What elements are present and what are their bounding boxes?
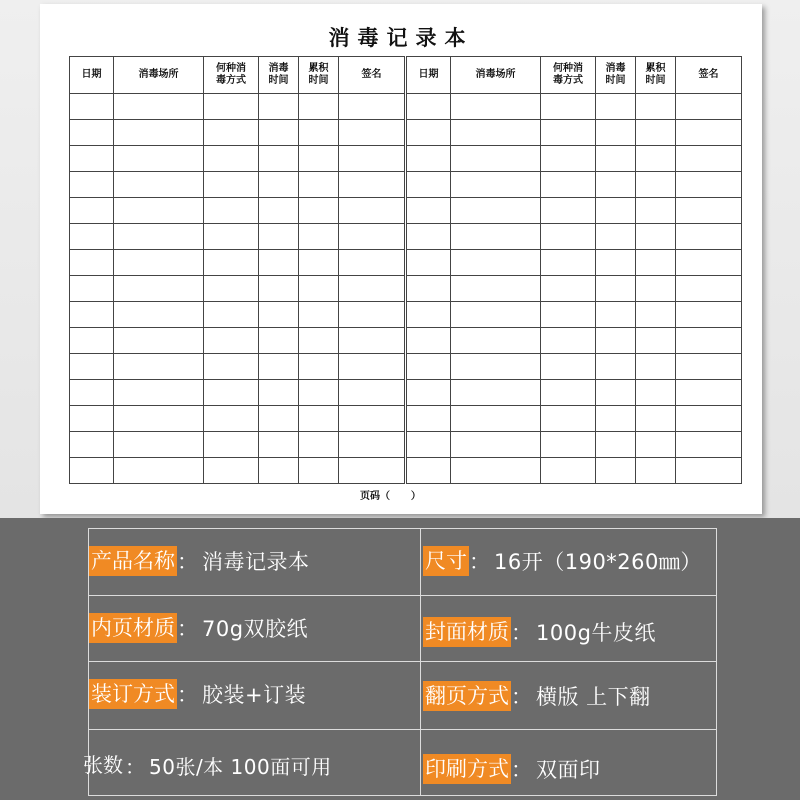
table-cell — [70, 146, 114, 172]
table-cell — [407, 302, 451, 328]
table-cell — [451, 406, 541, 432]
table-cell — [339, 172, 405, 198]
table-row — [70, 250, 405, 276]
spec-size — [423, 541, 702, 581]
table-cell — [541, 224, 596, 250]
table-cell — [339, 250, 405, 276]
table-cell — [451, 302, 541, 328]
spec-label: 装订方式 — [89, 679, 177, 709]
table-cell — [204, 120, 259, 146]
table-cell — [541, 172, 596, 198]
table-cell — [451, 198, 541, 224]
table-cell — [541, 146, 596, 172]
column-header: 消毒 时间 — [259, 57, 299, 94]
table-cell — [339, 354, 405, 380]
table-cell — [636, 94, 676, 120]
table-cell — [114, 146, 204, 172]
table-cell — [407, 380, 451, 406]
table-cell — [407, 94, 451, 120]
table-cell — [70, 120, 114, 146]
table-cell — [636, 380, 676, 406]
table-cell — [114, 198, 204, 224]
column-header: 累积 时间 — [636, 57, 676, 94]
table-cell — [407, 432, 451, 458]
table-cell — [596, 224, 636, 250]
table-cell — [596, 406, 636, 432]
table-cell — [339, 380, 405, 406]
table-row — [407, 380, 742, 406]
column-header: 何种消 毒方式 — [541, 57, 596, 94]
spec-colon: ： — [511, 758, 532, 782]
table-cell — [70, 224, 114, 250]
table-row — [407, 146, 742, 172]
table-cell — [407, 354, 451, 380]
table-cell — [204, 302, 259, 328]
spec-value: 消毒记录本 — [202, 550, 310, 574]
table-cell — [676, 250, 742, 276]
spec-colon: ： — [177, 550, 198, 574]
table-row — [70, 380, 405, 406]
table-cell — [259, 120, 299, 146]
column-header: 何种消 毒方式 — [204, 57, 259, 94]
table-cell — [451, 354, 541, 380]
table-cell — [451, 146, 541, 172]
table-cell — [636, 458, 676, 484]
spec-label: 张数 — [83, 753, 123, 777]
column-header: 日期 — [70, 57, 114, 94]
table-cell — [339, 224, 405, 250]
table-cell — [259, 146, 299, 172]
table-cell — [114, 172, 204, 198]
table-row — [407, 406, 742, 432]
table-cell — [114, 432, 204, 458]
spec-page-turn — [423, 676, 651, 716]
table-cell — [407, 328, 451, 354]
table-cell — [636, 224, 676, 250]
spec-colon: ： — [511, 621, 532, 645]
table-cell — [596, 432, 636, 458]
table-row — [407, 94, 742, 120]
table-cell — [407, 406, 451, 432]
table-cell — [70, 276, 114, 302]
log-table-left — [69, 56, 405, 484]
table-cell — [114, 354, 204, 380]
table-cell — [407, 276, 451, 302]
table-cell — [636, 276, 676, 302]
table-row — [407, 328, 742, 354]
table-row — [70, 458, 405, 484]
table-cell — [407, 120, 451, 146]
table-cell — [70, 250, 114, 276]
grid-divider-horizontal — [89, 661, 716, 662]
table-cell — [596, 146, 636, 172]
column-header: 消毒场所 — [114, 57, 204, 94]
table-cell — [70, 172, 114, 198]
table-cell — [70, 328, 114, 354]
column-header: 签名 — [676, 57, 742, 94]
table-row — [70, 328, 405, 354]
spec-value: 横版 上下翻 — [536, 685, 651, 709]
table-cell — [70, 380, 114, 406]
table-row — [70, 276, 405, 302]
table-cell — [596, 198, 636, 224]
table-cell — [636, 328, 676, 354]
table-cell — [339, 432, 405, 458]
table-cell — [259, 250, 299, 276]
table-cell — [259, 432, 299, 458]
table-cell — [596, 328, 636, 354]
table-cell — [541, 302, 596, 328]
spec-colon: ： — [177, 683, 198, 707]
grid-divider-horizontal — [89, 595, 716, 596]
table-cell — [407, 458, 451, 484]
table-row — [70, 172, 405, 198]
table-cell — [299, 328, 339, 354]
table-row — [407, 302, 742, 328]
table-cell — [596, 302, 636, 328]
table-cell — [204, 328, 259, 354]
table-cell — [407, 172, 451, 198]
table-cell — [636, 198, 676, 224]
table-row — [70, 302, 405, 328]
table-cell — [70, 406, 114, 432]
spec-label: 尺寸 — [423, 546, 469, 576]
column-header: 签名 — [339, 57, 405, 94]
table-cell — [114, 250, 204, 276]
spec-label: 印刷方式 — [423, 754, 511, 784]
table-cell — [339, 198, 405, 224]
table-cell — [204, 380, 259, 406]
table-cell — [451, 432, 541, 458]
table-cell — [299, 354, 339, 380]
table-cell — [596, 120, 636, 146]
table-row — [70, 146, 405, 172]
spec-inner-paper — [89, 608, 308, 648]
table-cell — [541, 406, 596, 432]
table-cell — [676, 120, 742, 146]
table-cell — [676, 172, 742, 198]
table-cell — [451, 276, 541, 302]
table-cell — [676, 276, 742, 302]
table-cell — [299, 146, 339, 172]
table-cell — [541, 198, 596, 224]
table-cell — [407, 198, 451, 224]
table-cell — [259, 328, 299, 354]
table-cell — [596, 94, 636, 120]
table-row — [70, 94, 405, 120]
table-cell — [259, 224, 299, 250]
table-cell — [259, 354, 299, 380]
spec-colon: ： — [511, 685, 532, 709]
table-cell — [204, 458, 259, 484]
spec-value: 70g双胶纸 — [202, 617, 309, 641]
spec-colon: ： — [469, 550, 490, 574]
table-cell — [451, 458, 541, 484]
record-sheet — [40, 4, 762, 514]
table-row — [407, 354, 742, 380]
table-cell — [676, 328, 742, 354]
table-cell — [70, 94, 114, 120]
column-header: 消毒 时间 — [596, 57, 636, 94]
table-cell — [451, 328, 541, 354]
table-cell — [451, 94, 541, 120]
table-cell — [676, 380, 742, 406]
table-cell — [299, 302, 339, 328]
table-cell — [259, 198, 299, 224]
table-row — [407, 276, 742, 302]
table-cell — [541, 354, 596, 380]
table-cell — [541, 432, 596, 458]
spec-product-name — [89, 541, 310, 581]
table-row — [407, 250, 742, 276]
table-cell — [204, 354, 259, 380]
table-header-row — [70, 57, 405, 94]
table-cell — [676, 224, 742, 250]
table-cell — [596, 172, 636, 198]
table-header-row — [407, 57, 742, 94]
table-cell — [114, 224, 204, 250]
spec-sheet-count — [81, 745, 332, 785]
table-row — [407, 198, 742, 224]
table-cell — [339, 458, 405, 484]
table-cell — [451, 120, 541, 146]
spec-label: 产品名称 — [89, 546, 177, 576]
table-cell — [636, 120, 676, 146]
table-row — [70, 120, 405, 146]
spec-grid — [83, 528, 717, 796]
table-cell — [541, 458, 596, 484]
spec-binding — [89, 674, 306, 714]
spec-print-method — [423, 749, 601, 789]
table-row — [70, 224, 405, 250]
table-cell — [299, 458, 339, 484]
table-cell — [259, 380, 299, 406]
grid-divider-vertical — [420, 529, 421, 795]
table-cell — [70, 458, 114, 484]
column-header: 消毒场所 — [451, 57, 541, 94]
table-cell — [204, 406, 259, 432]
table-cell — [676, 432, 742, 458]
table-cell — [259, 406, 299, 432]
table-cell — [636, 432, 676, 458]
table-cell — [114, 406, 204, 432]
table-row — [70, 354, 405, 380]
table-row — [407, 458, 742, 484]
sheet-title: 消毒记录本 — [328, 26, 474, 50]
table-row — [407, 224, 742, 250]
table-cell — [299, 250, 339, 276]
table-cell — [339, 328, 405, 354]
table-cell — [636, 250, 676, 276]
column-header: 日期 — [407, 57, 451, 94]
table-cell — [407, 224, 451, 250]
table-cell — [114, 458, 204, 484]
table-cell — [114, 328, 204, 354]
page-number-label: 页码（ ） — [360, 491, 421, 502]
spec-value: 50张/本 100面可用 — [149, 754, 332, 779]
grid-divider-horizontal — [89, 729, 716, 730]
table-cell — [204, 224, 259, 250]
table-cell — [259, 458, 299, 484]
table-cell — [70, 432, 114, 458]
table-cell — [204, 94, 259, 120]
table-cell — [596, 458, 636, 484]
table-cell — [676, 458, 742, 484]
table-cell — [339, 276, 405, 302]
table-cell — [204, 432, 259, 458]
spec-colon: ： — [177, 617, 198, 641]
table-cell — [541, 276, 596, 302]
table-cell — [676, 94, 742, 120]
table-cell — [204, 198, 259, 224]
table-cell — [299, 94, 339, 120]
table-row — [70, 406, 405, 432]
table-cell — [299, 172, 339, 198]
table-cell — [114, 380, 204, 406]
table-cell — [339, 120, 405, 146]
table-cell — [299, 432, 339, 458]
table-cell — [596, 354, 636, 380]
table-cell — [339, 146, 405, 172]
table-cell — [676, 302, 742, 328]
table-cell — [676, 406, 742, 432]
table-cell — [299, 406, 339, 432]
table-cell — [259, 94, 299, 120]
table-cell — [114, 94, 204, 120]
table-row — [407, 432, 742, 458]
table-cell — [541, 94, 596, 120]
table-cell — [596, 250, 636, 276]
table-cell — [339, 302, 405, 328]
table-cell — [636, 146, 676, 172]
table-cell — [541, 120, 596, 146]
spec-label: 内页材质 — [89, 613, 177, 643]
table-cell — [451, 250, 541, 276]
table-cell — [204, 276, 259, 302]
table-cell — [114, 120, 204, 146]
table-cell — [676, 198, 742, 224]
table-row — [70, 198, 405, 224]
table-cell — [596, 276, 636, 302]
table-cell — [636, 172, 676, 198]
table-cell — [636, 406, 676, 432]
table-cell — [407, 250, 451, 276]
table-cell — [676, 146, 742, 172]
table-cell — [636, 302, 676, 328]
table-cell — [70, 198, 114, 224]
table-cell — [299, 380, 339, 406]
table-cell — [70, 354, 114, 380]
spec-value: 100g牛皮纸 — [536, 621, 656, 645]
table-cell — [339, 406, 405, 432]
table-cell — [299, 224, 339, 250]
spec-value: 胶装+订装 — [202, 683, 307, 707]
table-cell — [299, 120, 339, 146]
spec-label: 翻页方式 — [423, 681, 511, 711]
table-cell — [259, 172, 299, 198]
table-cell — [636, 354, 676, 380]
table-cell — [451, 172, 541, 198]
table-cell — [541, 380, 596, 406]
spec-colon: ： — [125, 754, 145, 779]
table-cell — [259, 302, 299, 328]
table-row — [70, 432, 405, 458]
table-cell — [451, 380, 541, 406]
table-cell — [114, 276, 204, 302]
table-row — [407, 120, 742, 146]
table-cell — [259, 276, 299, 302]
table-cell — [299, 198, 339, 224]
table-cell — [451, 224, 541, 250]
log-table-right — [406, 56, 742, 484]
column-header: 累积 时间 — [299, 57, 339, 94]
spec-value: 16开（190*260㎜） — [494, 550, 702, 574]
spec-panel — [0, 518, 800, 800]
table-cell — [70, 302, 114, 328]
table-row — [407, 172, 742, 198]
table-cell — [339, 94, 405, 120]
spec-cover-paper — [423, 612, 656, 652]
table-cell — [299, 276, 339, 302]
table-cell — [407, 146, 451, 172]
table-cell — [596, 380, 636, 406]
table-cell — [204, 146, 259, 172]
spec-label: 封面材质 — [423, 617, 511, 647]
table-cell — [204, 172, 259, 198]
table-cell — [676, 354, 742, 380]
table-cell — [114, 302, 204, 328]
table-cell — [204, 250, 259, 276]
table-cell — [541, 250, 596, 276]
spec-value: 双面印 — [536, 758, 601, 782]
table-cell — [541, 328, 596, 354]
